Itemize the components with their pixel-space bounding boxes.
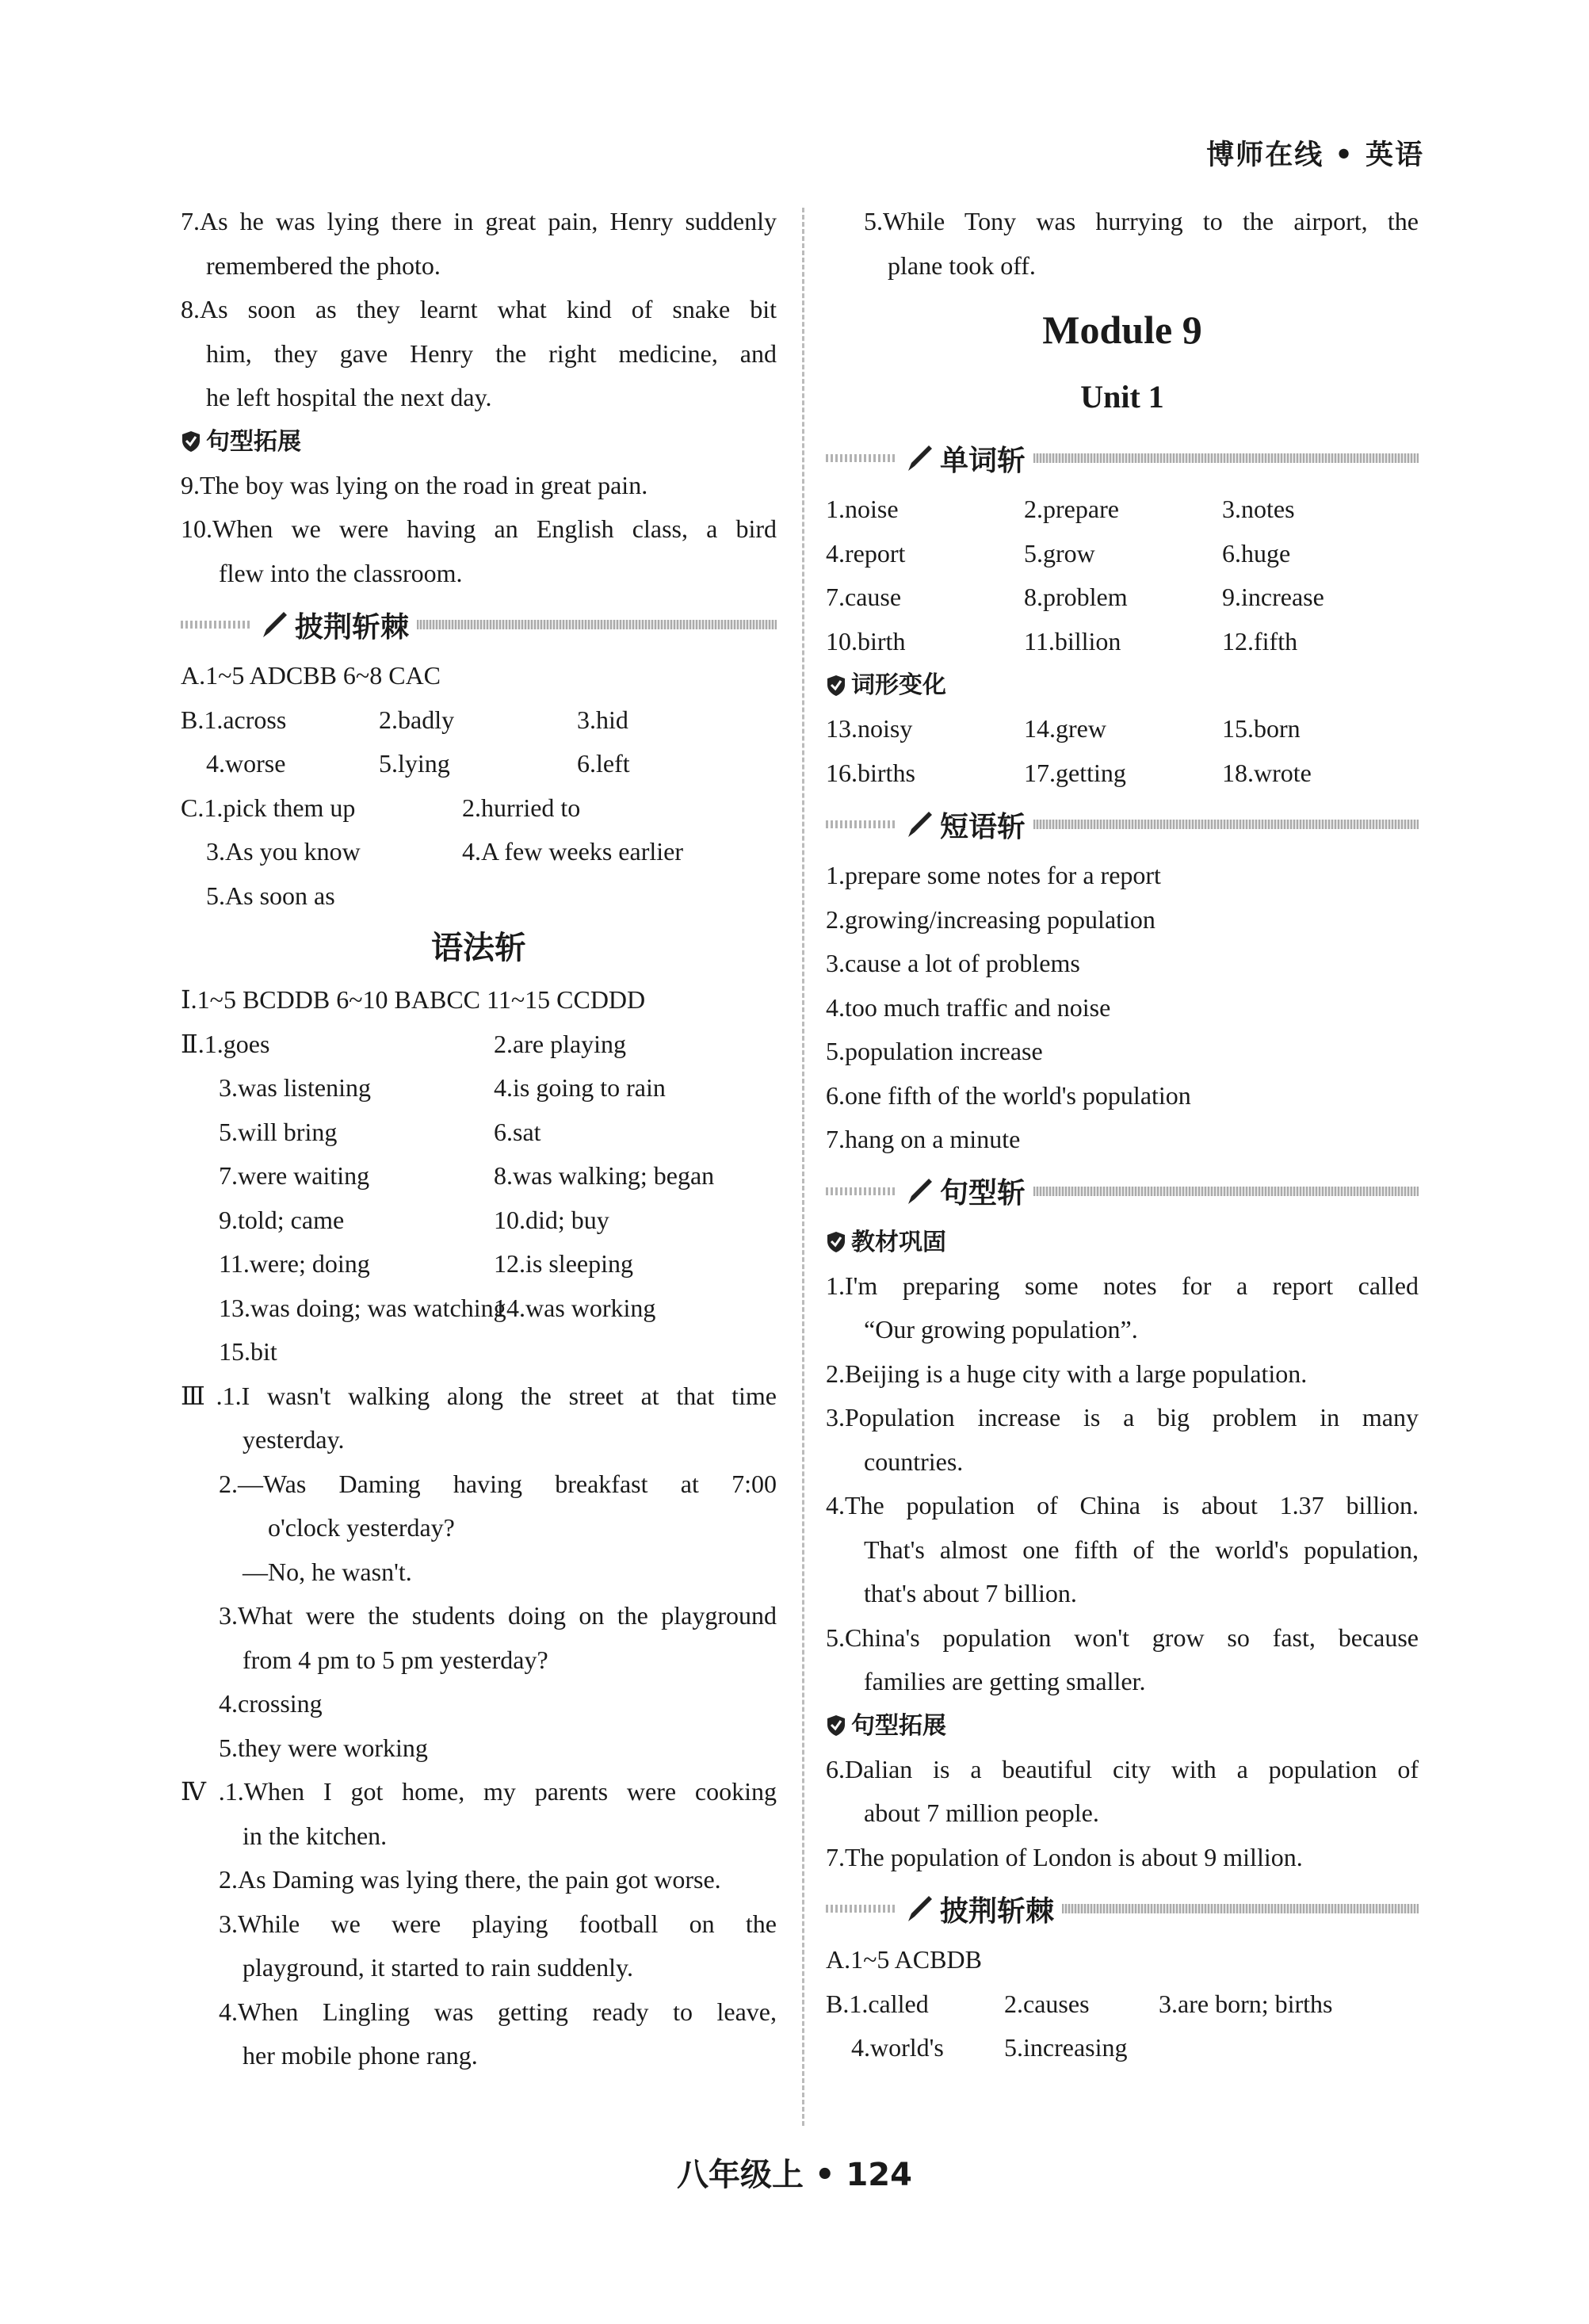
answer-item: 10.birth bbox=[826, 626, 906, 656]
bar-left-decoration bbox=[826, 1905, 897, 1913]
answer-item: 13.was doing; was watching bbox=[219, 1293, 506, 1322]
wordform-heading bbox=[826, 663, 1419, 707]
answer-item: 2.are playing bbox=[494, 1029, 627, 1058]
grammar-3-4: 4.crossing bbox=[219, 1689, 323, 1718]
sentence-8-line-1: 8.As soon as they learnt what kind of snake bit bbox=[181, 295, 777, 323]
shield-icon bbox=[826, 1714, 846, 1737]
section-bar-words bbox=[826, 434, 1419, 483]
answer-item: 2.hurried to bbox=[462, 793, 581, 822]
textbook-4-line-2: That's almost one fifth of the world's population, bbox=[864, 1535, 1419, 1564]
answer-item: 3.hid bbox=[577, 705, 628, 734]
answer-item: 5.grow bbox=[1024, 538, 1095, 568]
grammar-3-1-line-1: Ⅲ.1.I wasn't walking along the street at that time bbox=[181, 1381, 777, 1410]
phrase-item: 2.growing/increasing population bbox=[826, 904, 1155, 934]
answer-item: B.1.called bbox=[826, 1989, 929, 2018]
answer-item: 13.noisy bbox=[826, 714, 913, 743]
page-footer: 八年级上 • 124 bbox=[677, 2157, 912, 2193]
grammar-3-3-line-2: from 4 pm to 5 pm yesterday? bbox=[243, 1645, 548, 1674]
section-bar-sentences bbox=[826, 1167, 1419, 1216]
section-title: 单词斩 bbox=[940, 444, 1026, 477]
bar-right-decoration bbox=[1033, 453, 1419, 463]
answer-item: 6.huge bbox=[1222, 538, 1291, 568]
answer-item: 6.left bbox=[577, 749, 630, 778]
textbook-1-line-1: 1.I'm preparing some notes for a report called bbox=[826, 1271, 1419, 1300]
answer-item: Ⅱ.1.goes bbox=[181, 1029, 270, 1058]
expand-heading bbox=[181, 420, 777, 464]
expand-7: 7.The population of London is about 9 million. bbox=[826, 1842, 1303, 1871]
textbook-4-line-1: 4.The population of China is about 1.37 billion. bbox=[826, 1491, 1419, 1519]
expand-heading-label: 句型拓展 bbox=[206, 427, 301, 456]
phrase-item: 4.too much traffic and noise bbox=[826, 992, 1111, 1022]
answer-item: 5.As soon as bbox=[206, 881, 335, 910]
answer-item: 1.noise bbox=[826, 495, 899, 523]
answer-item: 4.is going to rain bbox=[494, 1073, 666, 1102]
answer-item: 15.bit bbox=[219, 1337, 277, 1366]
answer-item: 2.badly bbox=[379, 705, 455, 734]
phrase-item: 7.hang on a minute bbox=[826, 1125, 1021, 1153]
answer-item: 14.was working bbox=[494, 1293, 656, 1322]
expand-heading bbox=[826, 1704, 1419, 1748]
grammar-3-5: 5.they were working bbox=[219, 1733, 428, 1762]
unit-title: Unit 1 bbox=[1080, 379, 1164, 415]
answer-item: 9.told; came bbox=[219, 1205, 345, 1234]
sentence-8-line-3: he left hospital the next day. bbox=[206, 383, 492, 411]
phrase-item: 5.population increase bbox=[826, 1037, 1043, 1065]
grammar-3-2-line-2: o'clock yesterday? bbox=[268, 1513, 455, 1542]
answer-item: 10.did; buy bbox=[494, 1205, 609, 1234]
left-column bbox=[181, 200, 777, 2078]
grammar-4-1-line-1: Ⅳ.1.When I got home, my parents were cooking bbox=[181, 1777, 777, 1806]
pen-icon bbox=[903, 442, 935, 474]
textbook-5-line-2: families are getting smaller. bbox=[864, 1667, 1146, 1695]
answer-item: 5.lying bbox=[379, 749, 450, 778]
answer-item: C.1.pick them up bbox=[181, 793, 356, 822]
grammar-3-3-line-1: 3.What were the students doing on the playground bbox=[219, 1601, 777, 1630]
answers-c bbox=[181, 786, 777, 919]
expand-6-line-1: 6.Dalian is a beautiful city with a population of bbox=[826, 1754, 1419, 1783]
answer-item: 5.increasing bbox=[1004, 2033, 1128, 2062]
answer-item: 3.notes bbox=[1222, 495, 1295, 523]
pen-icon bbox=[258, 609, 290, 640]
bar-right-decoration bbox=[1033, 820, 1419, 829]
phrase-item: 1.prepare some notes for a report bbox=[826, 861, 1161, 889]
grammar-4-1-line-2: in the kitchen. bbox=[243, 1821, 388, 1850]
grammar-4-3-line-2: playground, it started to rain suddenly. bbox=[243, 1953, 633, 1982]
sentence-9: 9.The boy was lying on the road in great pain. bbox=[181, 470, 648, 499]
answers-b bbox=[826, 1982, 1419, 2070]
answer-item: 4.worse bbox=[206, 749, 286, 778]
grammar-4-4-line-1: 4.When Lingling was getting ready to leave, bbox=[219, 1997, 777, 2026]
grammar-part-2 bbox=[181, 1022, 777, 1374]
wordform-answers bbox=[826, 707, 1419, 795]
answers-b bbox=[181, 698, 777, 786]
module-title: Module 9 bbox=[1042, 308, 1202, 352]
answer-item: 2.causes bbox=[1004, 1989, 1090, 2018]
shield-icon bbox=[181, 430, 201, 453]
right-sentence-5-line-1: 5.While Tony was hurrying to the airport, the bbox=[864, 207, 1419, 235]
grammar-4-3-line-1: 3.While we were playing football on the bbox=[219, 1909, 777, 1938]
right-column bbox=[826, 200, 1419, 2070]
section-title: 短语斩 bbox=[940, 810, 1026, 843]
phrase-item: 3.cause a lot of problems bbox=[826, 949, 1080, 977]
grammar-part-1: Ⅰ.1~5 BCDDB 6~10 BABCC 11~15 CCDDD bbox=[181, 985, 646, 1014]
answer-item: 2.prepare bbox=[1024, 495, 1119, 523]
textbook-heading bbox=[826, 1221, 1419, 1264]
answer-item: 11.billion bbox=[1024, 626, 1121, 656]
grammar-3-1-line-2: yesterday. bbox=[243, 1425, 345, 1454]
pen-icon bbox=[903, 1893, 935, 1925]
column-divider bbox=[802, 208, 804, 2126]
bar-left-decoration bbox=[826, 820, 897, 828]
answer-item: 4.world's bbox=[851, 2033, 944, 2062]
bar-right-decoration bbox=[1033, 1187, 1419, 1196]
grammar-4-2: 2.As Daming was lying there, the pain got worse. bbox=[219, 1865, 721, 1894]
bar-left-decoration bbox=[826, 454, 897, 462]
sentence-7-line-2: remembered the photo. bbox=[206, 250, 441, 280]
textbook-2: 2.Beijing is a huge city with a large population. bbox=[826, 1359, 1308, 1388]
section-bar-pijing bbox=[181, 600, 777, 649]
answer-item: 7.cause bbox=[826, 583, 902, 611]
section-bar-phrases bbox=[826, 800, 1419, 849]
answer-item: 8.was walking; began bbox=[494, 1161, 715, 1190]
sentence-10-line-1: 10.When we were having an English class, a bird bbox=[181, 514, 777, 543]
textbook-heading-label: 教材巩固 bbox=[851, 1228, 946, 1256]
answer-item: 12.fifth bbox=[1222, 626, 1298, 656]
answer-item: 5.will bring bbox=[219, 1117, 338, 1146]
section-bar-pijing bbox=[826, 1884, 1419, 1933]
answer-item: 4.A few weeks earlier bbox=[462, 837, 683, 866]
right-sentence-5-line-2: plane took off. bbox=[888, 250, 1036, 280]
sentence-7-line-1: 7.As he was lying there in great pain, Henry suddenly bbox=[181, 207, 777, 235]
shield-icon bbox=[826, 675, 846, 697]
answer-item: 9.increase bbox=[1222, 583, 1324, 611]
answer-item: 17.getting bbox=[1024, 758, 1126, 787]
answer-item: 4.report bbox=[826, 538, 906, 568]
bar-right-decoration bbox=[1062, 1904, 1419, 1913]
answer-item: 6.sat bbox=[494, 1117, 541, 1146]
textbook-1-line-2: “Our growing population”. bbox=[864, 1315, 1138, 1344]
answer-item: 18.wrote bbox=[1222, 758, 1312, 787]
answer-item: 3.As you know bbox=[206, 837, 361, 866]
wordform-heading-label: 词形变化 bbox=[851, 671, 946, 699]
sentence-8-line-2: him, they gave Henry the right medicine, and bbox=[206, 338, 777, 368]
answer-item: 7.were waiting bbox=[219, 1161, 370, 1190]
answer-item: 15.born bbox=[1222, 714, 1301, 743]
textbook-3-line-1: 3.Population increase is a big problem in many bbox=[826, 1403, 1419, 1431]
answers-a: A.1~5 ACBDB bbox=[826, 1945, 982, 1974]
grammar-4-4-line-2: her mobile phone rang. bbox=[243, 2041, 478, 2070]
answer-item: 8.problem bbox=[1024, 583, 1128, 611]
bar-left-decoration bbox=[826, 1187, 897, 1195]
word-answers bbox=[826, 487, 1419, 663]
section-title: 披荆斩棘 bbox=[295, 610, 410, 644]
answer-item: 12.is sleeping bbox=[494, 1249, 633, 1278]
textbook-5-line-1: 5.China's population won't grow so fast, because bbox=[826, 1623, 1419, 1652]
grammar-3-2-line-3: —No, he wasn't. bbox=[243, 1557, 412, 1586]
phrase-item: 6.one fifth of the world's population bbox=[826, 1080, 1191, 1110]
answer-item: 3.are born; births bbox=[1159, 1989, 1333, 2018]
section-title: 句型斩 bbox=[940, 1177, 1026, 1210]
answer-item: 3.was listening bbox=[219, 1073, 371, 1102]
answer-item: B.1.across bbox=[181, 705, 287, 734]
answer-item: 14.grew bbox=[1024, 714, 1106, 743]
pen-icon bbox=[903, 808, 935, 840]
expand-6-line-2: about 7 million people. bbox=[864, 1798, 1099, 1827]
pen-icon bbox=[903, 1175, 935, 1207]
answer-item: 16.births bbox=[826, 758, 915, 787]
answers-a: A.1~5 ADCBB 6~8 CAC bbox=[181, 661, 441, 690]
sentence-10-line-2: flew into the classroom. bbox=[219, 558, 463, 587]
expand-heading-label: 句型拓展 bbox=[851, 1711, 946, 1740]
grammar-3-2-line-1: 2.—Was Daming having breakfast at 7:00 bbox=[219, 1469, 777, 1498]
bar-left-decoration bbox=[181, 621, 252, 629]
shield-icon bbox=[826, 1231, 846, 1253]
section-title: 披荆斩棘 bbox=[940, 1894, 1055, 1928]
textbook-3-line-2: countries. bbox=[864, 1447, 964, 1476]
grammar-title: 语法斩 bbox=[431, 930, 526, 966]
answer-item: 11.were; doing bbox=[219, 1249, 370, 1278]
page-header: 博师在线 • 英语 bbox=[1206, 140, 1424, 171]
textbook-4-line-3: that's about 7 billion. bbox=[864, 1579, 1077, 1607]
bar-right-decoration bbox=[417, 620, 777, 629]
